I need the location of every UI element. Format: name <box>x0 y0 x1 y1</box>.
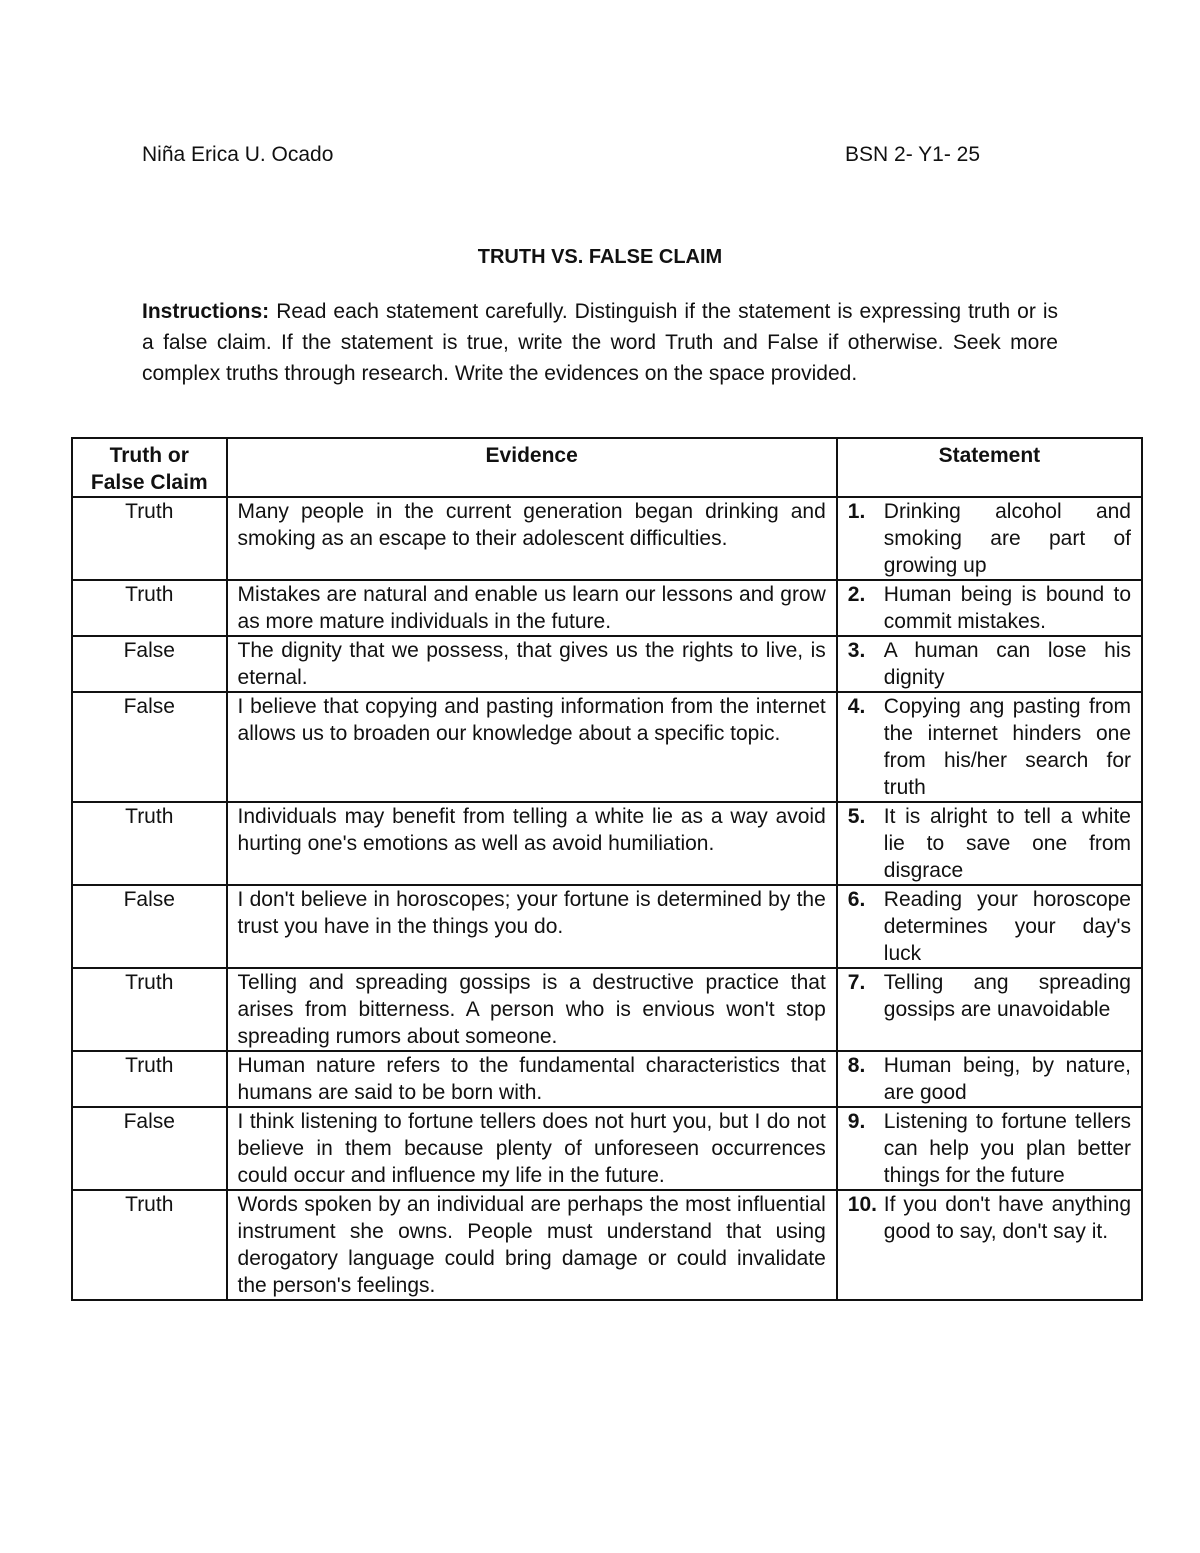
statement-item <box>848 498 1131 579</box>
table-row <box>72 968 1142 1051</box>
instructions-text: Read each statement carefully. Distinguish if the statement is expressing truth or is a false claim. If the statement is true, write the word Truth and False if otherwise. Seek more complex truths through research. Write the evidences on the space provided. <box>142 300 1058 385</box>
statement-item <box>848 1191 1131 1245</box>
statement-item <box>848 886 1131 967</box>
evidence-cell: Telling and spreading gossips is a destructive practice that arises from bitterness. A person who is envious won't stop spreading rumors about someone. <box>227 968 837 1051</box>
statement-text: Drinking alcohol and smoking are part of growing up <box>883 500 1131 577</box>
verdict-cell: False <box>72 885 227 968</box>
table-row <box>72 580 1142 636</box>
statement-number: 9. <box>847 1110 866 1133</box>
statement-text: It is alright to tell a white lie to save one from disgrace <box>883 805 1131 882</box>
statement-item <box>848 1108 1131 1189</box>
statement-item <box>848 581 1131 635</box>
verdict-cell: Truth <box>72 580 227 636</box>
statement-cell <box>837 580 1142 636</box>
statement-number: 10. <box>847 1193 877 1216</box>
statement-item <box>848 803 1131 884</box>
verdict-cell: False <box>72 1107 227 1190</box>
statement-text: Human being, by nature, are good <box>883 1054 1131 1104</box>
statement-number: 1. <box>847 500 866 523</box>
statement-cell <box>837 885 1142 968</box>
statement-item <box>848 693 1131 801</box>
statement-number: 7. <box>847 971 866 994</box>
table-row <box>72 497 1142 580</box>
statement-cell <box>837 636 1142 692</box>
statement-cell <box>837 1190 1142 1300</box>
verdict-cell: Truth <box>72 802 227 885</box>
verdict-column-header: Truth or False Claim <box>72 438 227 497</box>
table-row <box>72 1107 1142 1190</box>
table-row <box>72 1051 1142 1107</box>
evidence-cell: Mistakes are natural and enable us learn our lessons and grow as more mature individuals in the future. <box>227 580 837 636</box>
statement-number: 5. <box>847 805 866 828</box>
statement-text: Copying ang pasting from the internet hinders one from his/her search for truth <box>883 695 1131 799</box>
evidence-cell: Individuals may benefit from telling a white lie as a way avoid hurting one's emotions as well as avoid humiliation. <box>227 802 837 885</box>
evidence-cell: Words spoken by an individual are perhaps the most influential instrument she owns. People must understand that using derogatory language could bring damage or could invalidate the person's feelings. <box>227 1190 837 1300</box>
statement-cell <box>837 497 1142 580</box>
verdict-cell: False <box>72 692 227 802</box>
statement-number: 2. <box>847 583 866 606</box>
verdict-cell: False <box>72 636 227 692</box>
statement-text: A human can lose his dignity <box>883 639 1131 689</box>
claims-table-body <box>72 497 1142 1300</box>
evidence-cell: I think listening to fortune tellers does not hurt you, but I do not believe in them because plenty of unforeseen occurrences could occur and influence my life in the future. <box>227 1107 837 1190</box>
statement-cell <box>837 1107 1142 1190</box>
statement-cell <box>837 968 1142 1051</box>
verdict-cell: Truth <box>72 1190 227 1300</box>
table-header-row <box>72 438 1142 497</box>
statement-text: Listening to fortune tellers can help you plan better things for the future <box>883 1110 1131 1187</box>
statement-text: If you don't have anything good to say, don't say it. <box>883 1193 1131 1243</box>
statement-number: 6. <box>847 888 866 911</box>
evidence-cell: I believe that copying and pasting information from the internet allows us to broaden our knowledge about a specific topic. <box>227 692 837 802</box>
statement-text: Telling ang spreading gossips are unavoidable <box>883 971 1131 1021</box>
instructions-paragraph <box>142 296 1058 389</box>
table-row <box>72 1190 1142 1300</box>
student-section: BSN 2- Y1- 25 <box>845 143 981 166</box>
table-row <box>72 802 1142 885</box>
table-row <box>72 636 1142 692</box>
statement-column-header: Statement <box>837 438 1142 497</box>
statement-cell <box>837 692 1142 802</box>
statement-item <box>848 1052 1131 1106</box>
evidence-cell: Many people in the current generation began drinking and smoking as an escape to their adolescent difficulties. <box>227 497 837 580</box>
statement-number: 8. <box>847 1054 866 1077</box>
statement-text: Reading your horoscope determines your day's luck <box>883 888 1131 965</box>
verdict-cell: Truth <box>72 497 227 580</box>
claims-table <box>71 437 1143 1301</box>
verdict-cell: Truth <box>72 1051 227 1107</box>
table-row <box>72 885 1142 968</box>
statement-number: 4. <box>847 695 866 718</box>
table-row <box>72 692 1142 802</box>
instructions-label: Instructions: <box>142 300 270 323</box>
evidence-cell: Human nature refers to the fundamental characteristics that humans are said to be born with. <box>227 1051 837 1107</box>
statement-text: Human being is bound to commit mistakes. <box>883 583 1131 633</box>
statement-number: 3. <box>847 639 866 662</box>
statement-item <box>848 637 1131 691</box>
evidence-cell: I don't believe in horoscopes; your fortune is determined by the trust you have in the things you do. <box>227 885 837 968</box>
evidence-cell: The dignity that we possess, that gives us the rights to live, is eternal. <box>227 636 837 692</box>
statement-cell <box>837 1051 1142 1107</box>
statement-item <box>848 969 1131 1023</box>
evidence-column-header: Evidence <box>227 438 837 497</box>
student-name: Niña Erica U. Ocado <box>142 143 334 166</box>
verdict-cell: Truth <box>72 968 227 1051</box>
page-title: TRUTH VS. FALSE CLAIM <box>477 246 723 268</box>
statement-cell <box>837 802 1142 885</box>
